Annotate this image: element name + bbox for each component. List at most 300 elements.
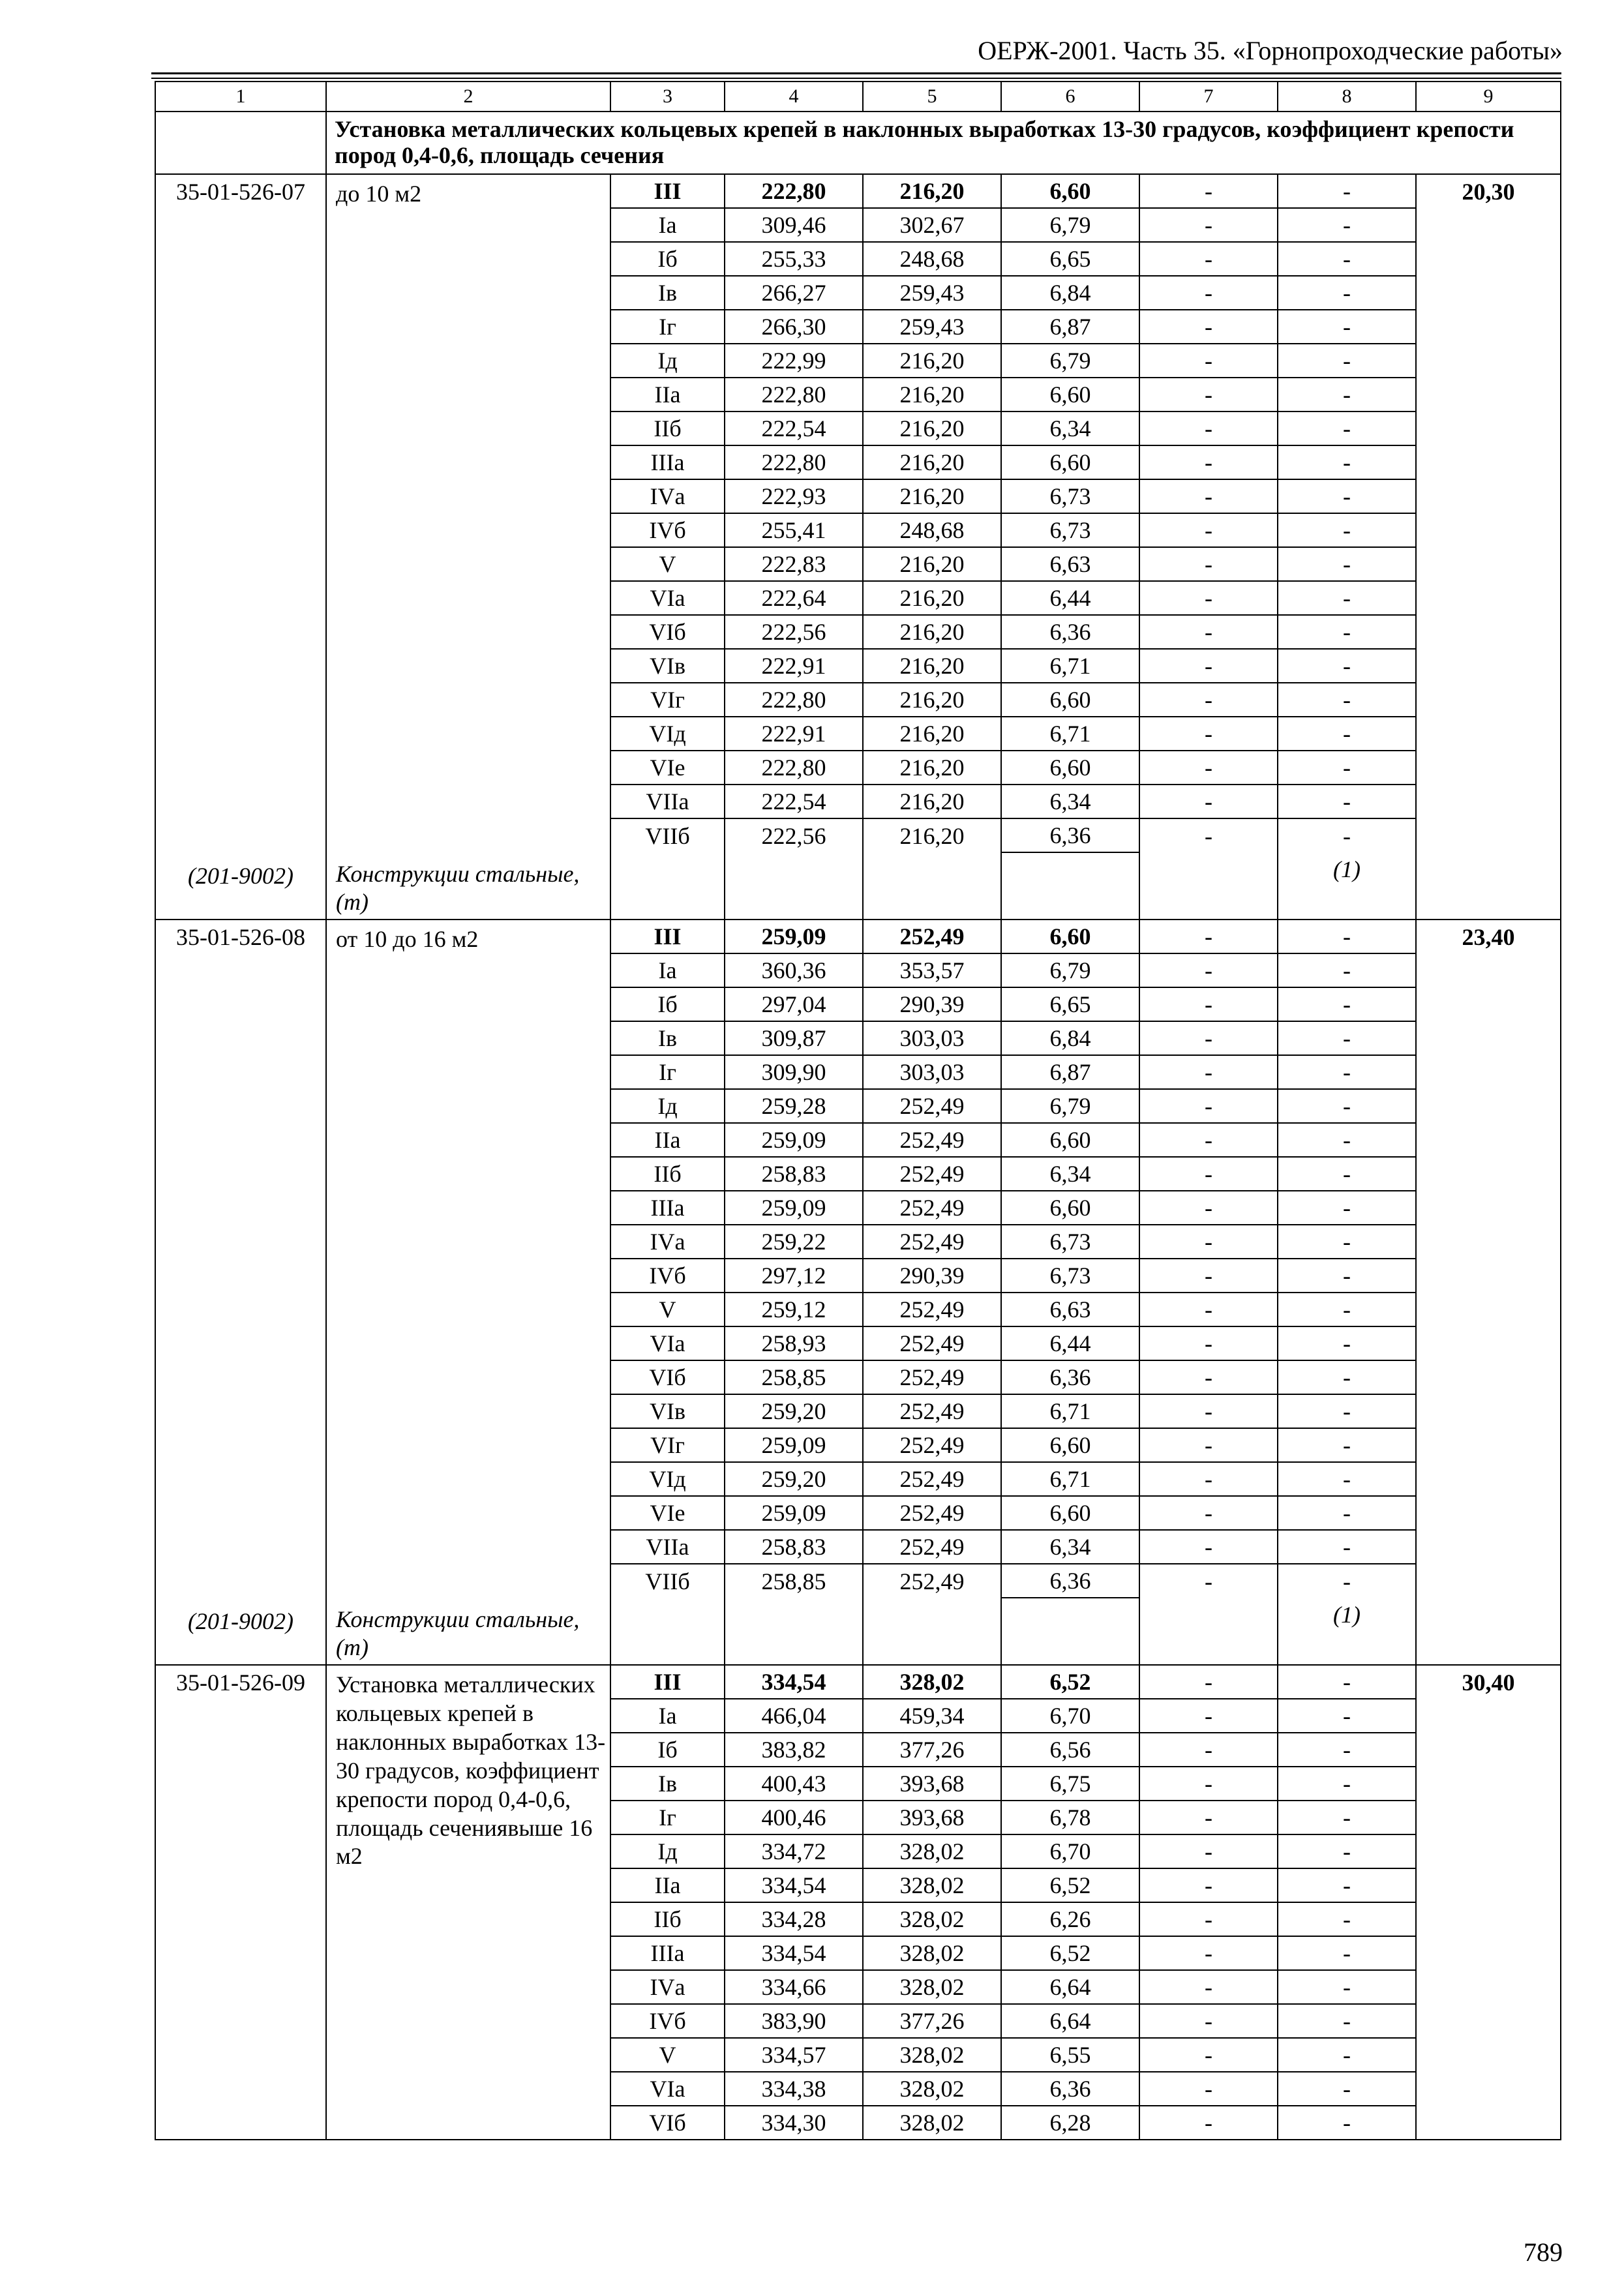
code-cell-content [156, 920, 325, 1664]
resource-cell [610, 852, 725, 920]
materials-cell: - [1278, 717, 1416, 751]
total-cost-cell: 259,09 [725, 920, 863, 953]
materials-cell: - [1278, 683, 1416, 717]
wages-cell: 459,34 [863, 1699, 1001, 1733]
zone-cell: Iг [610, 1801, 725, 1834]
zone-cell: VIг [610, 1428, 725, 1462]
wages-cell: 328,02 [863, 1902, 1001, 1936]
driver-wages-cell: - [1139, 174, 1278, 208]
zone-cell: IIб [610, 411, 725, 445]
wages-cell: 328,02 [863, 2106, 1001, 2140]
machines-cell: 6,60 [1001, 920, 1139, 953]
resource-cell [1001, 1598, 1139, 1665]
materials-cell: - [1278, 1902, 1416, 1936]
total-cost-cell: 259,09 [725, 1123, 863, 1157]
driver-wages-cell: - [1139, 1157, 1278, 1191]
wages-cell: 303,03 [863, 1055, 1001, 1089]
total-cost-cell: 259,09 [725, 1191, 863, 1225]
machines-cell: 6,52 [1001, 1665, 1139, 1699]
machines-cell: 6,56 [1001, 1733, 1139, 1767]
machines-cell: 6,71 [1001, 717, 1139, 751]
materials-cell: - [1278, 1089, 1416, 1123]
driver-wages-cell: - [1139, 920, 1278, 953]
driver-wages-cell: - [1139, 649, 1278, 683]
zone-cell: Iа [610, 953, 725, 987]
description-cell-content [327, 175, 610, 919]
machines-cell: 6,65 [1001, 242, 1139, 276]
total-cost-cell: 222,80 [725, 683, 863, 717]
machines-cell: 6,60 [1001, 1428, 1139, 1462]
wages-cell: 252,49 [863, 1564, 1001, 1598]
driver-wages-cell: - [1139, 1699, 1278, 1733]
total-cost-cell: 334,38 [725, 2072, 863, 2106]
total-cost-cell: 259,28 [725, 1089, 863, 1123]
zone-cell: Iг [610, 1055, 725, 1089]
wages-cell: 216,20 [863, 751, 1001, 785]
machines-cell: 6,75 [1001, 1767, 1139, 1801]
resource-quantity: (1) [1333, 856, 1361, 882]
labor-value: 20,30 [1462, 179, 1515, 205]
machines-cell: 6,78 [1001, 1801, 1139, 1834]
driver-wages-cell: - [1139, 1767, 1278, 1801]
labor-cell [1416, 920, 1561, 1665]
header-rule [151, 78, 1561, 79]
wages-cell: 248,68 [863, 513, 1001, 547]
total-cost-cell: 334,72 [725, 1834, 863, 1868]
materials-cell: - [1278, 1360, 1416, 1394]
machines-cell: 6,79 [1001, 1089, 1139, 1123]
materials-cell: - [1278, 1834, 1416, 1868]
total-cost-cell: 334,54 [725, 1936, 863, 1970]
wages-cell: 216,20 [863, 547, 1001, 581]
driver-wages-cell: - [1139, 1970, 1278, 2004]
driver-wages-cell: - [1139, 2038, 1278, 2072]
wages-cell: 252,49 [863, 1293, 1001, 1326]
resource-code: (201-9002) [188, 863, 293, 889]
zone-cell: IIа [610, 1123, 725, 1157]
zone-cell: VIIб [610, 1564, 725, 1598]
machines-cell: 6,52 [1001, 1868, 1139, 1902]
resource-cell [725, 852, 863, 920]
total-cost-cell: 297,12 [725, 1259, 863, 1293]
wages-cell: 290,39 [863, 1259, 1001, 1293]
materials-cell: - [1278, 513, 1416, 547]
materials-cell: - [1278, 1733, 1416, 1767]
resource-quantity-cell [1278, 1598, 1416, 1665]
materials-cell: - [1278, 1259, 1416, 1293]
wages-cell: 252,49 [863, 1394, 1001, 1428]
column-number: 3 [610, 82, 725, 112]
wages-cell: 216,20 [863, 378, 1001, 411]
total-cost-cell: 255,33 [725, 242, 863, 276]
resource-quantity-cell [1278, 852, 1416, 920]
zone-cell: VIа [610, 581, 725, 615]
zone-cell: VIв [610, 649, 725, 683]
rate-code: 35-01-526-07 [176, 179, 305, 205]
description-cell [326, 1665, 610, 2140]
driver-wages-cell: - [1139, 1868, 1278, 1902]
description-cell [326, 174, 610, 920]
zone-cell: IIб [610, 1157, 725, 1191]
resource-code: (201-9002) [188, 1608, 293, 1634]
wages-cell: 252,49 [863, 920, 1001, 953]
materials-cell: - [1278, 1970, 1416, 2004]
driver-wages-cell: - [1139, 344, 1278, 378]
materials-cell: - [1278, 310, 1416, 344]
machines-cell: 6,63 [1001, 547, 1139, 581]
materials-cell: - [1278, 1496, 1416, 1530]
total-cost-cell: 222,93 [725, 479, 863, 513]
materials-cell: - [1278, 751, 1416, 785]
wages-cell: 328,02 [863, 1834, 1001, 1868]
zone-cell: VIд [610, 717, 725, 751]
wages-cell: 328,02 [863, 1970, 1001, 2004]
labor-value: 30,40 [1462, 1669, 1515, 1696]
wages-cell: 252,49 [863, 1123, 1001, 1157]
machines-cell: 6,28 [1001, 2106, 1139, 2140]
zone-cell: VIIа [610, 785, 725, 818]
machines-cell: 6,73 [1001, 1225, 1139, 1259]
driver-wages-cell: - [1139, 1496, 1278, 1530]
wages-cell: 377,26 [863, 1733, 1001, 1767]
resource-description: Конструкции стальные, (т) [336, 1606, 580, 1660]
resource-cell [1139, 852, 1278, 920]
machines-cell: 6,71 [1001, 1394, 1139, 1428]
materials-cell: - [1278, 1157, 1416, 1191]
wages-cell: 328,02 [863, 1665, 1001, 1699]
zone-cell: Iд [610, 1834, 725, 1868]
column-number: 7 [1139, 82, 1278, 112]
machines-cell: 6,84 [1001, 1021, 1139, 1055]
materials-cell: - [1278, 1530, 1416, 1564]
column-number: 6 [1001, 82, 1139, 112]
wages-cell: 252,49 [863, 1360, 1001, 1394]
machines-cell: 6,60 [1001, 1191, 1139, 1225]
machines-cell: 6,34 [1001, 411, 1139, 445]
driver-wages-cell: - [1139, 1733, 1278, 1767]
machines-cell: 6,26 [1001, 1902, 1139, 1936]
zone-cell: IIа [610, 1868, 725, 1902]
materials-cell: - [1278, 1665, 1416, 1699]
total-cost-cell: 222,80 [725, 445, 863, 479]
machines-cell: 6,79 [1001, 208, 1139, 242]
wages-cell: 259,43 [863, 310, 1001, 344]
total-cost-cell: 259,09 [725, 1496, 863, 1530]
driver-wages-cell: - [1139, 1936, 1278, 1970]
machines-cell: 6,34 [1001, 1530, 1139, 1564]
total-cost-cell: 297,04 [725, 987, 863, 1021]
machines-cell: 6,60 [1001, 1123, 1139, 1157]
zone-cell: Iб [610, 1733, 725, 1767]
wages-cell: 252,49 [863, 1225, 1001, 1259]
materials-cell: - [1278, 785, 1416, 818]
materials-cell: - [1278, 445, 1416, 479]
total-cost-cell: 222,99 [725, 344, 863, 378]
zone-cell: V [610, 1293, 725, 1326]
resource-cell [610, 1598, 725, 1665]
driver-wages-cell: - [1139, 683, 1278, 717]
wages-cell: 252,49 [863, 1496, 1001, 1530]
total-cost-cell: 222,91 [725, 717, 863, 751]
header-rule [151, 72, 1561, 74]
total-cost-cell: 266,30 [725, 310, 863, 344]
materials-cell: - [1278, 479, 1416, 513]
resource-cell [725, 1598, 863, 1665]
materials-cell: - [1278, 344, 1416, 378]
wages-cell: 216,20 [863, 785, 1001, 818]
table-row [155, 1665, 1561, 1699]
wages-cell: 328,02 [863, 1868, 1001, 1902]
materials-cell: - [1278, 1801, 1416, 1834]
zone-cell: Iд [610, 344, 725, 378]
wages-cell: 302,67 [863, 208, 1001, 242]
total-cost-cell: 259,20 [725, 1462, 863, 1496]
materials-cell: - [1278, 1767, 1416, 1801]
total-cost-cell: 222,54 [725, 411, 863, 445]
driver-wages-cell: - [1139, 1394, 1278, 1428]
materials-cell: - [1278, 547, 1416, 581]
section-title: Установка металлических кольцевых крепей в наклонных выработках 13-30 градусов, коэффициент крепости пород 0,4-0,6, площадь сечения [326, 112, 1561, 174]
zone-cell: VIа [610, 1326, 725, 1360]
machines-cell: 6,36 [1001, 818, 1139, 852]
materials-cell: - [1278, 1225, 1416, 1259]
driver-wages-cell: - [1139, 751, 1278, 785]
wages-cell: 216,20 [863, 479, 1001, 513]
total-cost-cell: 266,27 [725, 276, 863, 310]
machines-cell: 6,44 [1001, 581, 1139, 615]
zone-cell: IVа [610, 479, 725, 513]
labor-cell [1416, 174, 1561, 920]
machines-cell: 6,73 [1001, 1259, 1139, 1293]
total-cost-cell: 334,30 [725, 2106, 863, 2140]
materials-cell: - [1278, 276, 1416, 310]
wages-cell: 252,49 [863, 1428, 1001, 1462]
zone-cell: Iа [610, 1699, 725, 1733]
wages-cell: 216,20 [863, 581, 1001, 615]
driver-wages-cell: - [1139, 1834, 1278, 1868]
materials-cell: - [1278, 2004, 1416, 2038]
wages-cell: 252,49 [863, 1157, 1001, 1191]
wages-cell: 216,20 [863, 649, 1001, 683]
description-cell [326, 920, 610, 1665]
driver-wages-cell: - [1139, 1191, 1278, 1225]
materials-cell: - [1278, 818, 1416, 852]
zone-cell: IVа [610, 1225, 725, 1259]
zone-cell: VIIб [610, 818, 725, 852]
machines-cell: 6,60 [1001, 174, 1139, 208]
materials-cell: - [1278, 1021, 1416, 1055]
zone-cell: V [610, 2038, 725, 2072]
machines-cell: 6,36 [1001, 2072, 1139, 2106]
driver-wages-cell: - [1139, 818, 1278, 852]
zone-cell: Iб [610, 242, 725, 276]
document-header-title: ОЕРЖ-2001. Часть 35. «Горнопроходческие работы» [978, 36, 1563, 65]
driver-wages-cell: - [1139, 378, 1278, 411]
machines-cell: 6,65 [1001, 987, 1139, 1021]
zone-cell: Iг [610, 310, 725, 344]
column-number: 1 [155, 82, 326, 112]
description-cell-content [327, 1666, 610, 2139]
materials-cell: - [1278, 2038, 1416, 2072]
driver-wages-cell: - [1139, 1428, 1278, 1462]
machines-cell: 6,60 [1001, 445, 1139, 479]
machines-cell: 6,79 [1001, 953, 1139, 987]
wages-cell: 216,20 [863, 445, 1001, 479]
driver-wages-cell: - [1139, 581, 1278, 615]
wages-cell: 393,68 [863, 1767, 1001, 1801]
machines-cell: 6,60 [1001, 378, 1139, 411]
total-cost-cell: 400,46 [725, 1801, 863, 1834]
total-cost-cell: 309,46 [725, 208, 863, 242]
total-cost-cell: 222,83 [725, 547, 863, 581]
resource-quantity: (1) [1333, 1602, 1361, 1628]
wages-cell: 259,43 [863, 276, 1001, 310]
zone-cell: IIб [610, 1902, 725, 1936]
total-cost-cell: 309,90 [725, 1055, 863, 1089]
driver-wages-cell: - [1139, 953, 1278, 987]
table-row [155, 920, 1561, 953]
wages-cell: 303,03 [863, 1021, 1001, 1055]
zone-cell: V [610, 547, 725, 581]
rate-code: 35-01-526-08 [176, 924, 305, 950]
wages-cell: 216,20 [863, 818, 1001, 852]
total-cost-cell: 309,87 [725, 1021, 863, 1055]
zone-cell: VIд [610, 1462, 725, 1496]
machines-cell: 6,71 [1001, 649, 1139, 683]
driver-wages-cell: - [1139, 411, 1278, 445]
machines-cell: 6,73 [1001, 513, 1139, 547]
zone-cell: IVб [610, 1259, 725, 1293]
materials-cell: - [1278, 1699, 1416, 1733]
description-cell-content [327, 920, 610, 1664]
materials-cell: - [1278, 1191, 1416, 1225]
work-description: от 10 до 16 м2 [336, 926, 479, 952]
driver-wages-cell: - [1139, 1902, 1278, 1936]
price-table [155, 81, 1561, 2140]
zone-cell: IIIа [610, 445, 725, 479]
materials-cell: - [1278, 242, 1416, 276]
driver-wages-cell: - [1139, 2004, 1278, 2038]
total-cost-cell: 259,09 [725, 1428, 863, 1462]
total-cost-cell: 222,64 [725, 581, 863, 615]
wages-cell: 353,57 [863, 953, 1001, 987]
wages-cell: 252,49 [863, 1530, 1001, 1564]
driver-wages-cell: - [1139, 513, 1278, 547]
driver-wages-cell: - [1139, 276, 1278, 310]
machines-cell: 6,84 [1001, 276, 1139, 310]
machines-cell: 6,70 [1001, 1834, 1139, 1868]
labor-value: 23,40 [1462, 924, 1515, 950]
driver-wages-cell: - [1139, 1360, 1278, 1394]
rate-code: 35-01-526-09 [176, 1669, 305, 1696]
total-cost-cell: 258,85 [725, 1564, 863, 1598]
wages-cell: 328,02 [863, 1936, 1001, 1970]
wages-cell: 216,20 [863, 683, 1001, 717]
total-cost-cell: 383,90 [725, 2004, 863, 2038]
zone-cell: Iв [610, 1767, 725, 1801]
materials-cell: - [1278, 920, 1416, 953]
materials-cell: - [1278, 208, 1416, 242]
zone-cell: VIIа [610, 1530, 725, 1564]
total-cost-cell: 255,41 [725, 513, 863, 547]
total-cost-cell: 334,54 [725, 1868, 863, 1902]
resource-cell [863, 1598, 1001, 1665]
labor-cell [1416, 1665, 1561, 2140]
zone-cell: IIIа [610, 1191, 725, 1225]
materials-cell: - [1278, 649, 1416, 683]
materials-cell: - [1278, 1293, 1416, 1326]
driver-wages-cell: - [1139, 445, 1278, 479]
zone-cell: IVб [610, 2004, 725, 2038]
materials-cell: - [1278, 1326, 1416, 1360]
driver-wages-cell: - [1139, 1293, 1278, 1326]
zone-cell: VIе [610, 751, 725, 785]
resource-cell [1139, 1598, 1278, 1665]
wages-cell: 216,20 [863, 717, 1001, 751]
driver-wages-cell: - [1139, 1225, 1278, 1259]
section-title-row [155, 112, 1561, 174]
materials-cell: - [1278, 2072, 1416, 2106]
total-cost-cell: 383,82 [725, 1733, 863, 1767]
machines-cell: 6,52 [1001, 1936, 1139, 1970]
wages-cell: 216,20 [863, 174, 1001, 208]
machines-cell: 6,60 [1001, 683, 1139, 717]
total-cost-cell: 222,80 [725, 751, 863, 785]
zone-cell: III [610, 920, 725, 953]
machines-cell: 6,79 [1001, 344, 1139, 378]
driver-wages-cell: - [1139, 1801, 1278, 1834]
driver-wages-cell: - [1139, 1259, 1278, 1293]
machines-cell: 6,73 [1001, 479, 1139, 513]
zone-cell: VIб [610, 615, 725, 649]
wages-cell: 216,20 [863, 411, 1001, 445]
driver-wages-cell: - [1139, 1089, 1278, 1123]
zone-cell: III [610, 1665, 725, 1699]
wages-cell: 216,20 [863, 615, 1001, 649]
zone-cell: IVб [610, 513, 725, 547]
total-cost-cell: 334,57 [725, 2038, 863, 2072]
driver-wages-cell: - [1139, 987, 1278, 1021]
materials-cell: - [1278, 1564, 1416, 1598]
code-cell [155, 174, 326, 920]
machines-cell: 6,34 [1001, 785, 1139, 818]
machines-cell: 6,87 [1001, 310, 1139, 344]
zone-cell: VIв [610, 1394, 725, 1428]
wages-cell: 252,49 [863, 1191, 1001, 1225]
column-number-row [155, 82, 1561, 112]
machines-cell: 6,87 [1001, 1055, 1139, 1089]
code-cell-content [156, 1666, 325, 2139]
machines-cell: 6,36 [1001, 1564, 1139, 1598]
total-cost-cell: 466,04 [725, 1699, 863, 1733]
driver-wages-cell: - [1139, 310, 1278, 344]
machines-cell: 6,60 [1001, 1496, 1139, 1530]
zone-cell: III [610, 174, 725, 208]
machines-cell: 6,60 [1001, 751, 1139, 785]
zone-cell: VIа [610, 2072, 725, 2106]
code-cell [155, 920, 326, 1665]
total-cost-cell: 259,20 [725, 1394, 863, 1428]
machines-cell: 6,44 [1001, 1326, 1139, 1360]
wages-cell: 290,39 [863, 987, 1001, 1021]
total-cost-cell: 334,28 [725, 1902, 863, 1936]
total-cost-cell: 258,83 [725, 1530, 863, 1564]
driver-wages-cell: - [1139, 208, 1278, 242]
zone-cell: Iб [610, 987, 725, 1021]
materials-cell: - [1278, 1055, 1416, 1089]
machines-cell: 6,36 [1001, 615, 1139, 649]
driver-wages-cell: - [1139, 1055, 1278, 1089]
